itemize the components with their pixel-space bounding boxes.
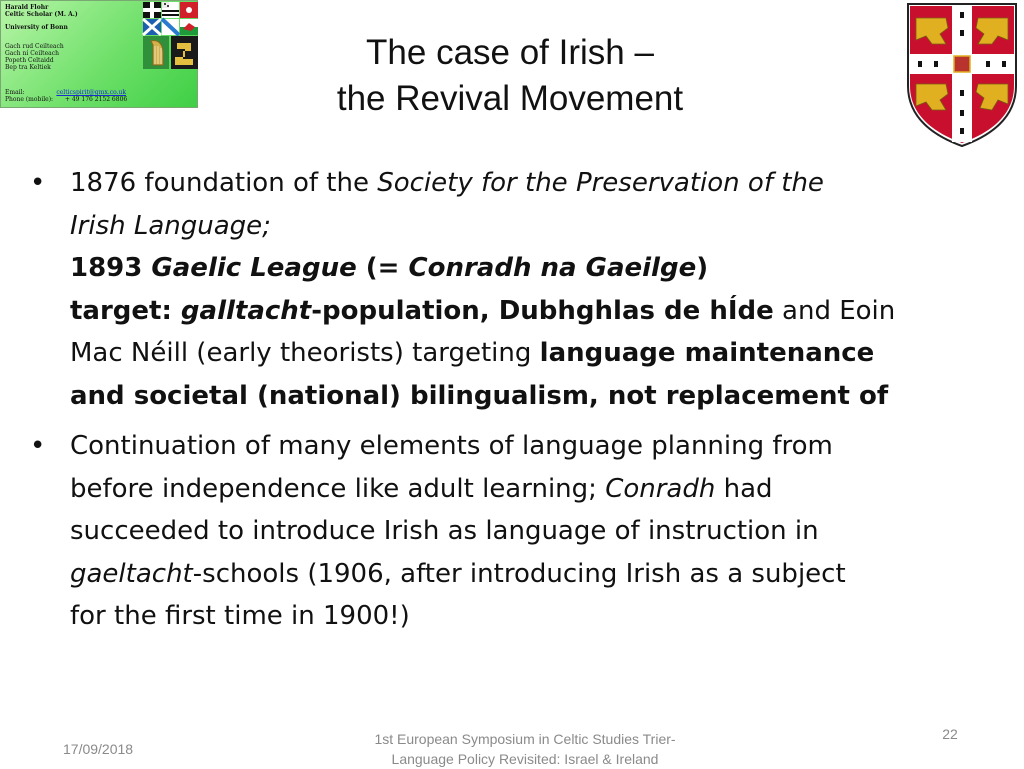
text-segment: language maintenance <box>539 338 875 368</box>
bullet-line <box>70 425 970 468</box>
speaker-card-text <box>5 4 123 71</box>
text-segment: galltacht <box>180 295 312 326</box>
slide-title <box>200 30 820 122</box>
celtic-flags-icon <box>141 1 199 71</box>
speaker-card <box>0 0 198 108</box>
contact-info <box>5 89 195 103</box>
university-crest-icon <box>902 0 1022 148</box>
text-segment: before independence like adult learning; <box>70 473 606 504</box>
text-segment: and Eoin <box>773 295 896 326</box>
footer-date: 17/09/2018 <box>63 741 134 757</box>
text-segment: Conradh <box>605 473 716 504</box>
celtic-phrase: Gach rud Ceilteach <box>5 43 64 50</box>
bullet-line <box>70 553 970 596</box>
text-segment: 1893 <box>70 253 152 283</box>
text-segment: Society for the Preservation of the <box>377 168 824 198</box>
bullet-item <box>30 162 970 417</box>
text-segment: had <box>715 473 773 504</box>
text-segment: gaeltacht <box>70 558 193 589</box>
celtic-phrase: Gach ní Ceilteach <box>5 50 59 57</box>
text-segment: Continuation of many elements of language planning from <box>70 431 833 461</box>
bullet-item <box>30 425 970 638</box>
email-label: Email: <box>5 89 25 96</box>
footer-caption <box>360 729 690 769</box>
bullet-line <box>70 247 970 290</box>
text-segment: succeeded to introduce Irish as language of instruction in <box>70 516 819 546</box>
slide-title-line: The case of Irish – <box>366 33 654 72</box>
slide-body <box>30 162 970 638</box>
text-segment: target: <box>70 295 181 326</box>
slide-title-line: the Revival Movement <box>336 79 684 118</box>
text-segment: -schools (1906, after introducing Irish as a subject <box>192 558 846 589</box>
email-link[interactable]: celticspirit@gmx.co.uk <box>56 89 127 96</box>
celtic-phrase: Bep tra Keltiek <box>5 64 51 71</box>
text-segment: for the first time in 1900!) <box>70 601 410 631</box>
bullet-dot-icon: • <box>30 168 46 198</box>
bullet-line <box>70 468 970 511</box>
text-segment: 1876 foundation of the <box>70 168 378 198</box>
text-segment: Conradh na Gaeilge <box>408 253 697 283</box>
bullet-dot-icon: • <box>30 431 46 461</box>
footer-caption-line: 1st European Symposium in Celtic Studies Trier- <box>374 731 676 747</box>
bullet-line <box>70 290 970 333</box>
text-segment: and societal (national) bilingualism, not replacement of <box>70 380 889 411</box>
text-segment: Mac Néill (early theorists) targeting <box>70 338 540 368</box>
text-segment: (= <box>356 253 409 283</box>
text-segment: Irish Language; <box>70 210 271 241</box>
bullet-line <box>70 595 970 638</box>
speaker-role: Celtic Scholar (M. A.) <box>5 11 78 18</box>
phone-label: Phone (mobile): <box>5 96 54 103</box>
footer-caption-line: Language Policy Revisited: Israel & Ireland <box>391 751 659 767</box>
speaker-name: Harald Flohr <box>5 4 49 11</box>
phone-number: + 49 176 2152 6806 <box>64 96 128 103</box>
text-segment: ) <box>696 253 709 283</box>
text-segment: -population, Dubhghlas de hÍde <box>311 295 774 326</box>
text-segment: Gaelic League <box>151 253 357 283</box>
bullet-line <box>70 205 970 248</box>
celtic-phrase: Popeth Celtaidd <box>5 57 54 64</box>
bullet-line <box>70 162 970 205</box>
bullet-line <box>70 510 970 553</box>
speaker-university: University of Bonn <box>5 24 68 31</box>
page-number: 22 <box>942 726 958 742</box>
bullet-line <box>70 332 970 375</box>
bullet-line <box>70 375 970 418</box>
